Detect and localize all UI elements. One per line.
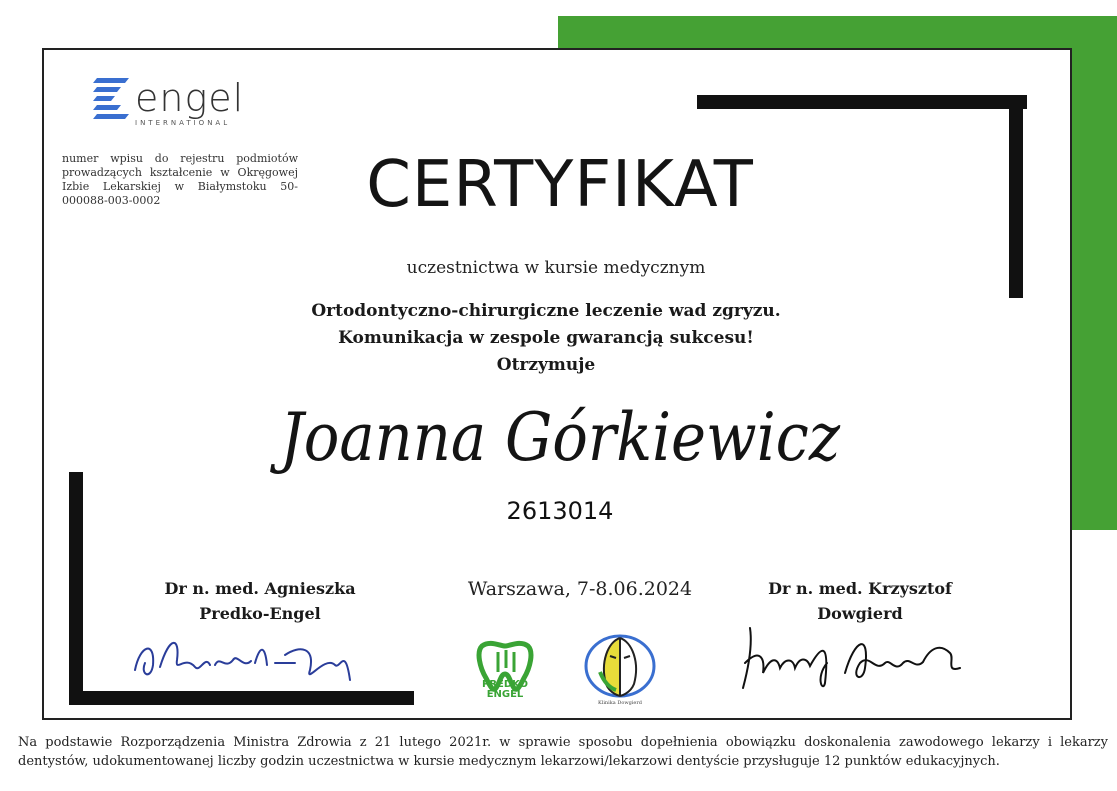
- certificate-number: 2613014: [506, 497, 614, 525]
- certificate-title: CERTYFIKAT: [366, 148, 754, 222]
- predko-engel-logo-text: PREDKO ENGEL: [482, 679, 528, 700]
- black-corner-bar-right: [1009, 95, 1023, 298]
- course-title-line1: Ortodontyczno-chirurgiczne leczenie wad zgryzu.: [311, 301, 781, 321]
- course-title-line2: Komunikacja w zespole gwarancją sukcesu!: [338, 328, 754, 348]
- recipient-name-text: Joanna Górkiewicz: [269, 399, 842, 476]
- recipient-name: [230, 382, 890, 492]
- recipient-intro: Otrzymuje: [496, 355, 596, 375]
- registry-note: numer wpisu do rejestru podmiotów prowadzących kształcenie w Okręgowej Izbie Lekarskiej w Białymstoku 50-000088-003-0002: [62, 152, 298, 207]
- klinika-dowgierd-caption: Klinika Dowgierd: [597, 700, 642, 706]
- signatory-left-title: Dr n. med. Agnieszka: [164, 579, 356, 598]
- certificate-subtitle: uczestnictwa w kursie medycznym: [406, 258, 706, 278]
- signatory-right-title: Dr n. med. Krzysztof: [768, 579, 952, 598]
- signatory-left: [130, 576, 390, 626]
- legal-footer-note: Na podstawie Rozporządzenia Ministra Zdrowia z 21 lutego 2021r. w sprawie sposobu dopełnienia obowiązku doskonalenia zawodowego lekarzy i lekarzy dentystów, udokumentowanej liczby godzin uczestnictwa w kursie medycznym lekarzowi/lekarzowi dentyście przysługuje 12 punktów edukacyjnych.: [18, 735, 1108, 769]
- engel-logo: [93, 76, 263, 132]
- black-corner-bar-top: [697, 95, 1027, 109]
- course-block: [236, 298, 856, 379]
- signature-right-handwritten: [735, 618, 975, 698]
- black-corner-bar-left: [69, 472, 83, 705]
- engel-logo-word: engel: [135, 76, 245, 120]
- signatory-right-surname: Dowgierd: [817, 604, 903, 623]
- place-and-date: Warszawa, 7-8.06.2024: [467, 578, 693, 600]
- signature-left-handwritten: [125, 625, 365, 695]
- klinika-dowgierd-logo-icon: [580, 632, 660, 704]
- engel-logo-mark-icon: [93, 78, 133, 122]
- signatory-left-surname: Predko-Engel: [199, 604, 321, 623]
- engel-logo-subtitle: INTERNATIONAL: [135, 119, 231, 127]
